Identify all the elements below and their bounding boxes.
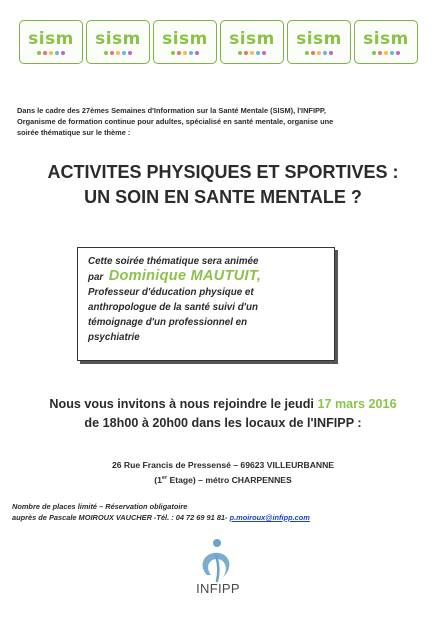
box-par: par [88,272,104,283]
reservation-contact: auprès de Pascale MOIROUX VAUCHER -Tél. : 04 72 69 91 81- [12,513,230,522]
event-date: 17 mars 2016 [317,397,397,411]
intro-line: Dans le cadre des 27èmes Semaines d'Information sur la Santé Mentale (SISM), l'INFIPP, [17,106,326,115]
invite-prefix: Nous vous invitons à nous rejoindre le jeudi [49,397,318,411]
box-line-5: témoignage d'un professionnel en [88,317,248,328]
logo-dot [317,51,321,55]
infipp-logo-text: INFIPP [196,581,240,596]
logo-dot [390,51,394,55]
sism-logo [19,20,83,64]
invite-line-2: de 18h00 à 20h00 dans les locaux de l'INFIPP : [84,416,362,430]
title-line-1: ACTIVITES PHYSIQUES ET SPORTIVES : [47,162,399,182]
sism-logo-text: sism [28,28,74,49]
logo-dot [110,51,114,55]
sism-logo-text: sism [363,28,409,49]
logo-dot [43,51,47,55]
logo-dot [128,51,132,55]
sism-logo-dots [171,51,199,55]
sism-logo-dots [104,51,132,55]
sism-logo [354,20,418,64]
box-line-4: anthropologue de la santé suivi d'un [88,302,258,313]
logo-dot [171,51,175,55]
address-block [0,459,446,487]
reservation-info [12,501,432,523]
invitation [0,395,446,433]
contact-email-link[interactable]: p.moiroux@infipp.com [229,513,310,522]
speaker-name: Dominique MAUTUIT, [108,268,262,284]
intro-line: soirée thématique sur le thème : [17,128,131,137]
reservation-line-1: Nombre de places limité – Réservation obligatoire [12,502,188,511]
logo-dot [305,51,309,55]
sism-logo [153,20,217,64]
address-rest: Etage) – métro CHARPENNES [167,474,292,485]
box-line-3: Professeur d'éducation physique et [88,287,254,298]
logo-dot [183,51,187,55]
logo-dot [311,51,315,55]
intro-paragraph [17,105,429,138]
logo-dot [116,51,120,55]
sism-logo-dots [37,51,65,55]
sism-logo-text: sism [296,28,342,49]
logo-dot [256,51,260,55]
logo-dot [372,51,376,55]
sism-logo-text: sism [162,28,208,49]
address-line-2 [0,472,446,487]
sism-logo-text: sism [229,28,275,49]
logo-dot [378,51,382,55]
title-line-2: UN SOIN EN SANTE MENTALE ? [84,187,362,207]
logo-dot [262,51,266,55]
logo-dot [49,51,53,55]
reservation-line-2 [12,512,432,523]
logo-dot [238,51,242,55]
sism-logo [86,20,150,64]
logo-dot [122,51,126,55]
logo-dot [329,51,333,55]
logo-dot [195,51,199,55]
sism-logo-dots [238,51,266,55]
address-line-1: 26 Rue Francis de Pressensé – 69623 VILLEURBANNE [111,460,335,470]
address-open: (1 [154,474,162,485]
logo-dot [61,51,65,55]
logo-dot [55,51,59,55]
invite-line-1 [0,395,446,414]
logo-dot [396,51,400,55]
intro-line: Organisme de formation continue pour adultes, spécialisé en santé mentale, organise une [17,117,334,126]
sism-logo-dots [305,51,333,55]
sism-logo [287,20,351,64]
sism-logo-text: sism [95,28,141,49]
page-title [0,160,446,210]
address-sup: er [161,475,168,481]
sism-logo-row [19,20,418,64]
logo-dot [104,51,108,55]
sism-logo-dots [372,51,400,55]
logo-dot [37,51,41,55]
logo-dot [323,51,327,55]
logo-dot [384,51,388,55]
logo-dot [244,51,248,55]
box-line-1: Cette soirée thématique sera animée [88,256,259,267]
logo-dot [177,51,181,55]
sism-logo [220,20,284,64]
speaker-line [88,269,326,285]
box-line-6: psychiatrie [88,332,140,343]
speaker-box [77,247,335,361]
logo-dot [250,51,254,55]
logo-dot [189,51,193,55]
